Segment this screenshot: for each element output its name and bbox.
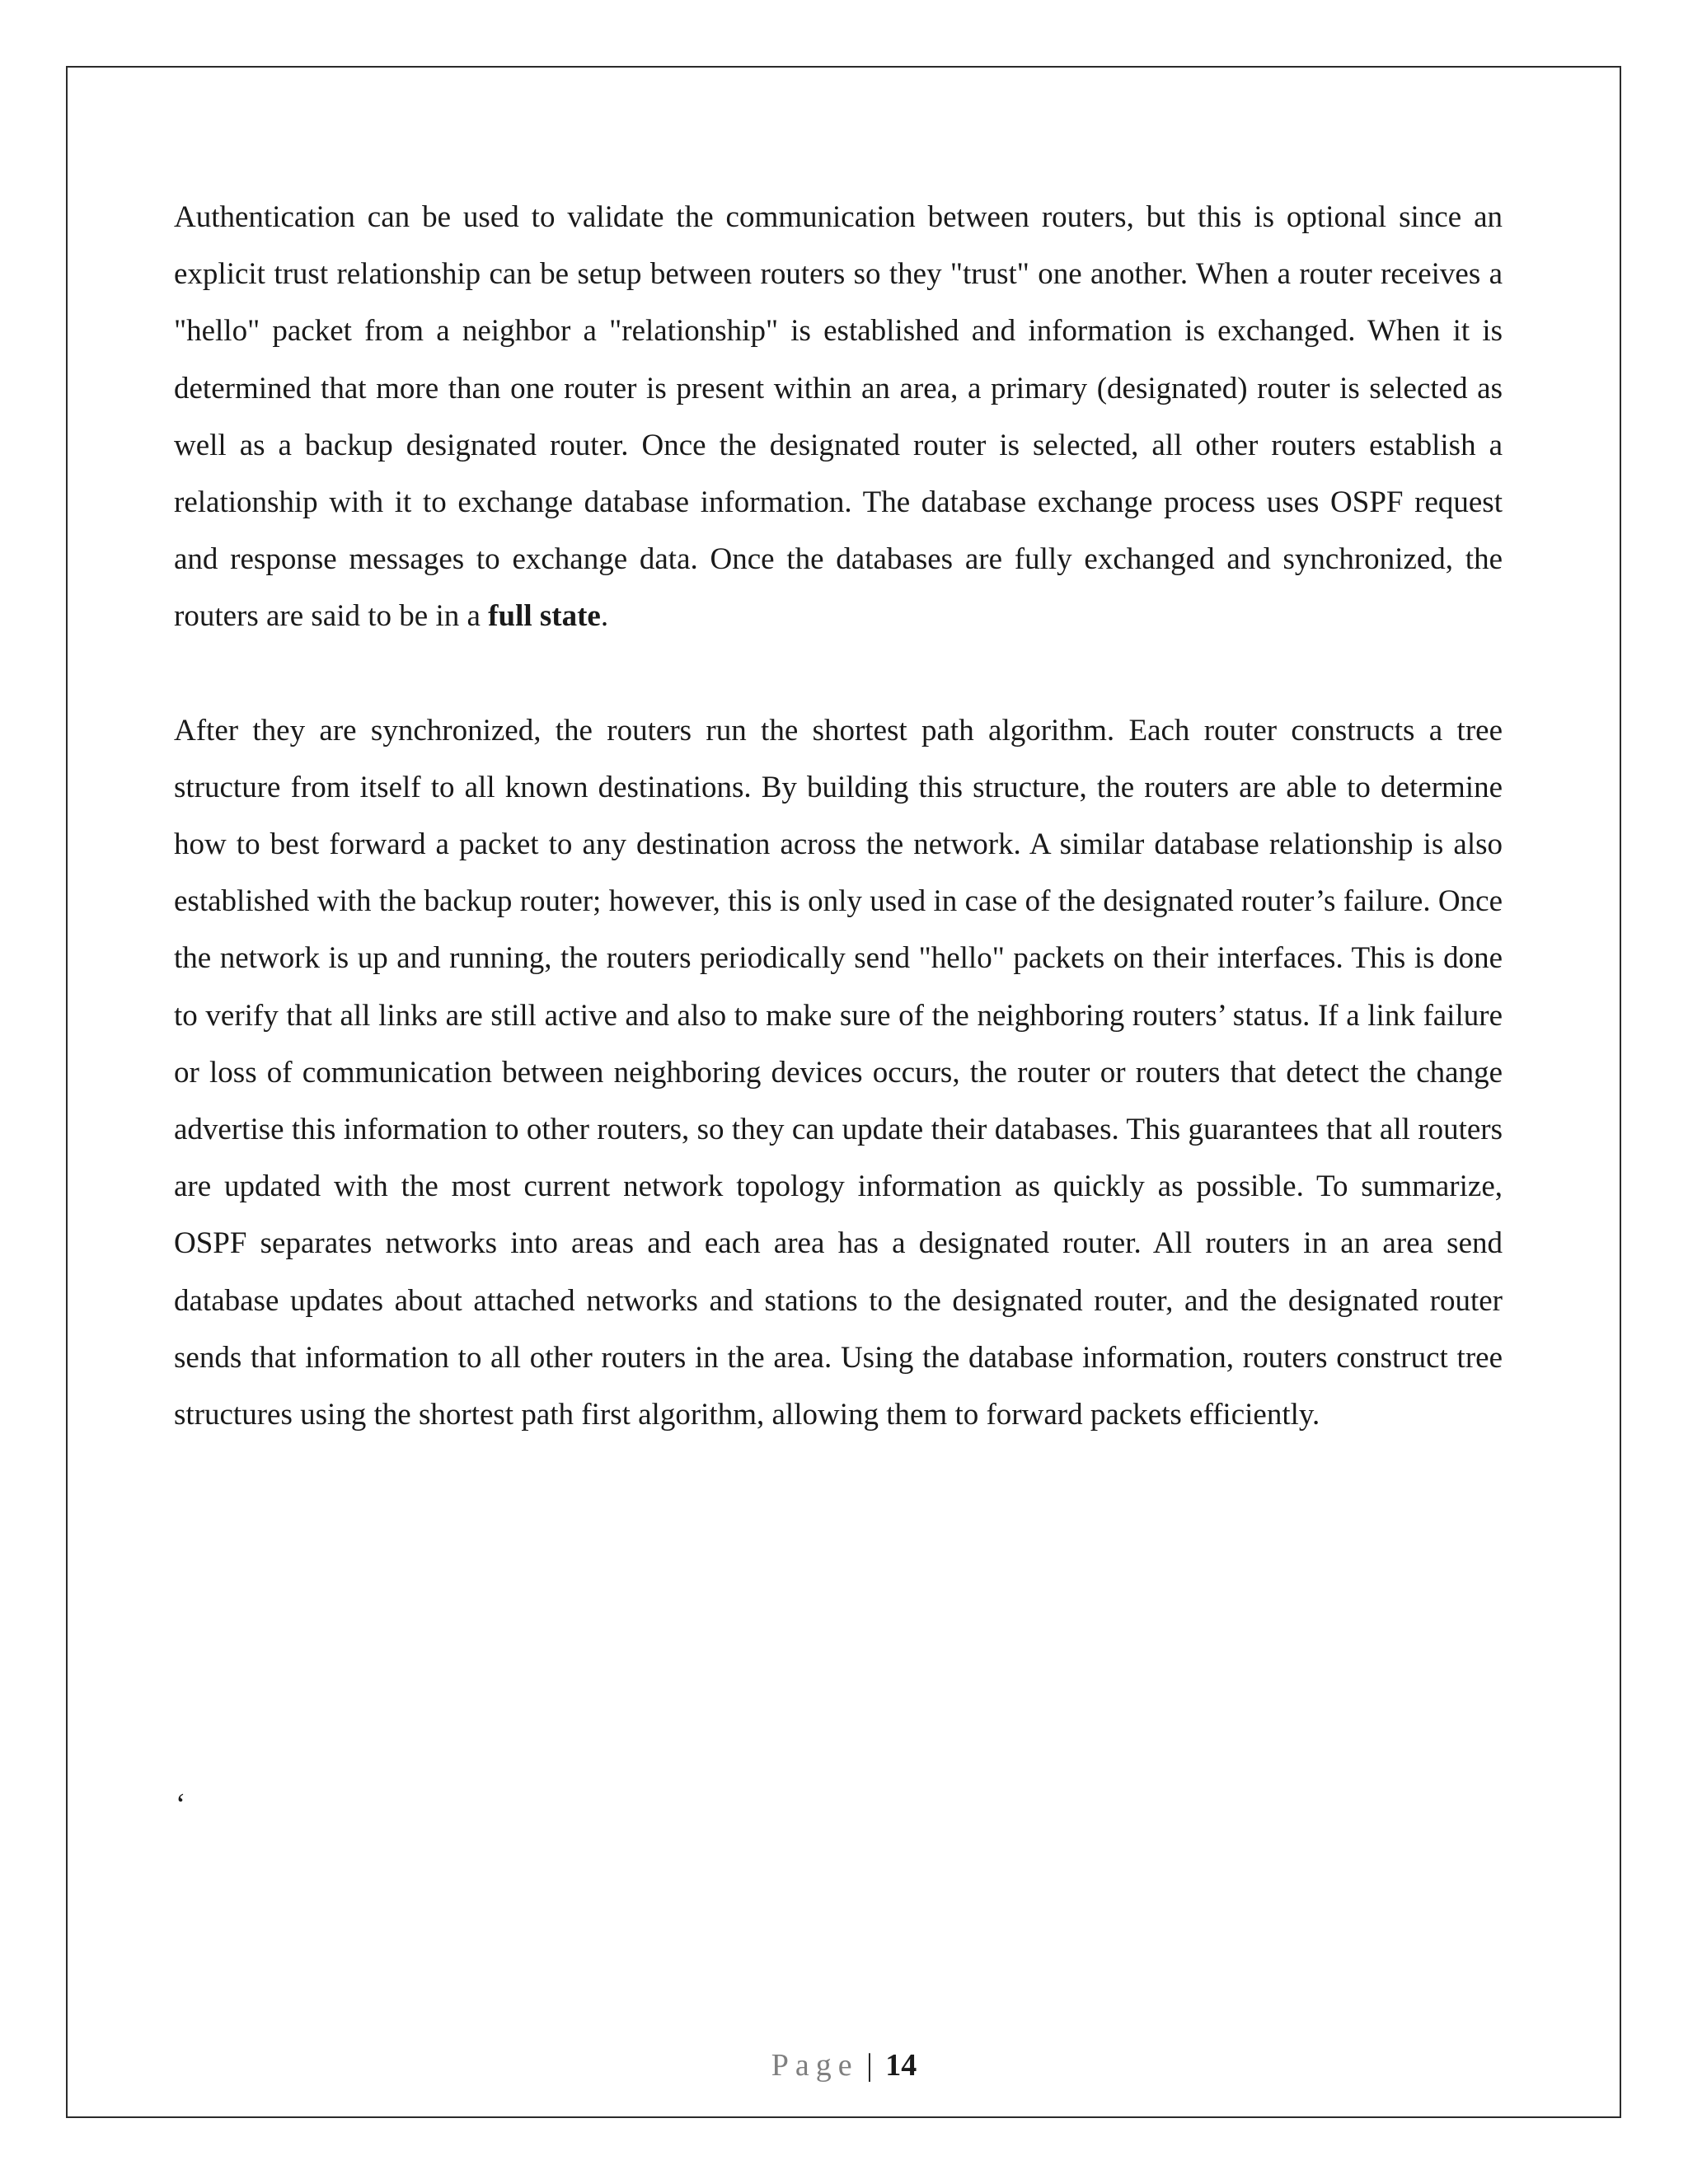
page-number: 14 (885, 2048, 917, 2083)
stray-quote-mark: ‘ (176, 1788, 186, 1821)
paragraph-1-period: . (600, 599, 609, 634)
page-label: Page (771, 2048, 859, 2083)
full-state-term: full state (488, 599, 601, 634)
page-separator: | (866, 2048, 873, 2083)
page-footer (0, 2046, 1688, 2085)
document-body (174, 189, 1503, 1443)
paragraph-1-text: Authentication can be used to validate the communication between routers, but this is optional since an explicit trust relationship can be setup between routers so they "trust" one another. When a router receives a "hello" packet from a neighbor a "relationship" is established and information is exchanged. When it is determined that more than one router is present within an area, a primary (designated) router is selected as well as a backup designated router. Once the designated router is selected, all other routers establish a relationship with it to exchange database information. The database exchange process uses OSPF request and response messages to exchange data. Once the databases are fully exchanged and synchronized, the routers are said to be in a (174, 200, 1503, 634)
paragraph-shortest-path: After they are synchronized, the routers run the shortest path algorithm. Each router constructs a tree structure from itself to all known destinations. By building this structure, the routers are able to determine how to best forward a packet to any destination across the network. A similar database relationship is also established with the backup router; however, this is only used in case of the designated router’s failure. Once the network is up and running, the routers periodically send "hello" packets on their interfaces. This is done to verify that all links are still active and also to make sure of the neighboring routers’ status. If a link failure or loss of communication between neighboring devices occurs, the router or routers that detect the change advertise this information to other routers, so they can update their databases. This guarantees that all routers are updated with the most current network topology information as quickly as possible. To summarize, OSPF separates networks into areas and each area has a designated router. All routers in an area send database updates about attached networks and stations to the designated router, and the designated router sends that information to all other routers in the area. Using the database information, routers construct tree structures using the shortest path first algorithm, allowing them to forward packets efficiently. (174, 713, 1503, 1432)
paragraph-authentication (174, 189, 1503, 645)
